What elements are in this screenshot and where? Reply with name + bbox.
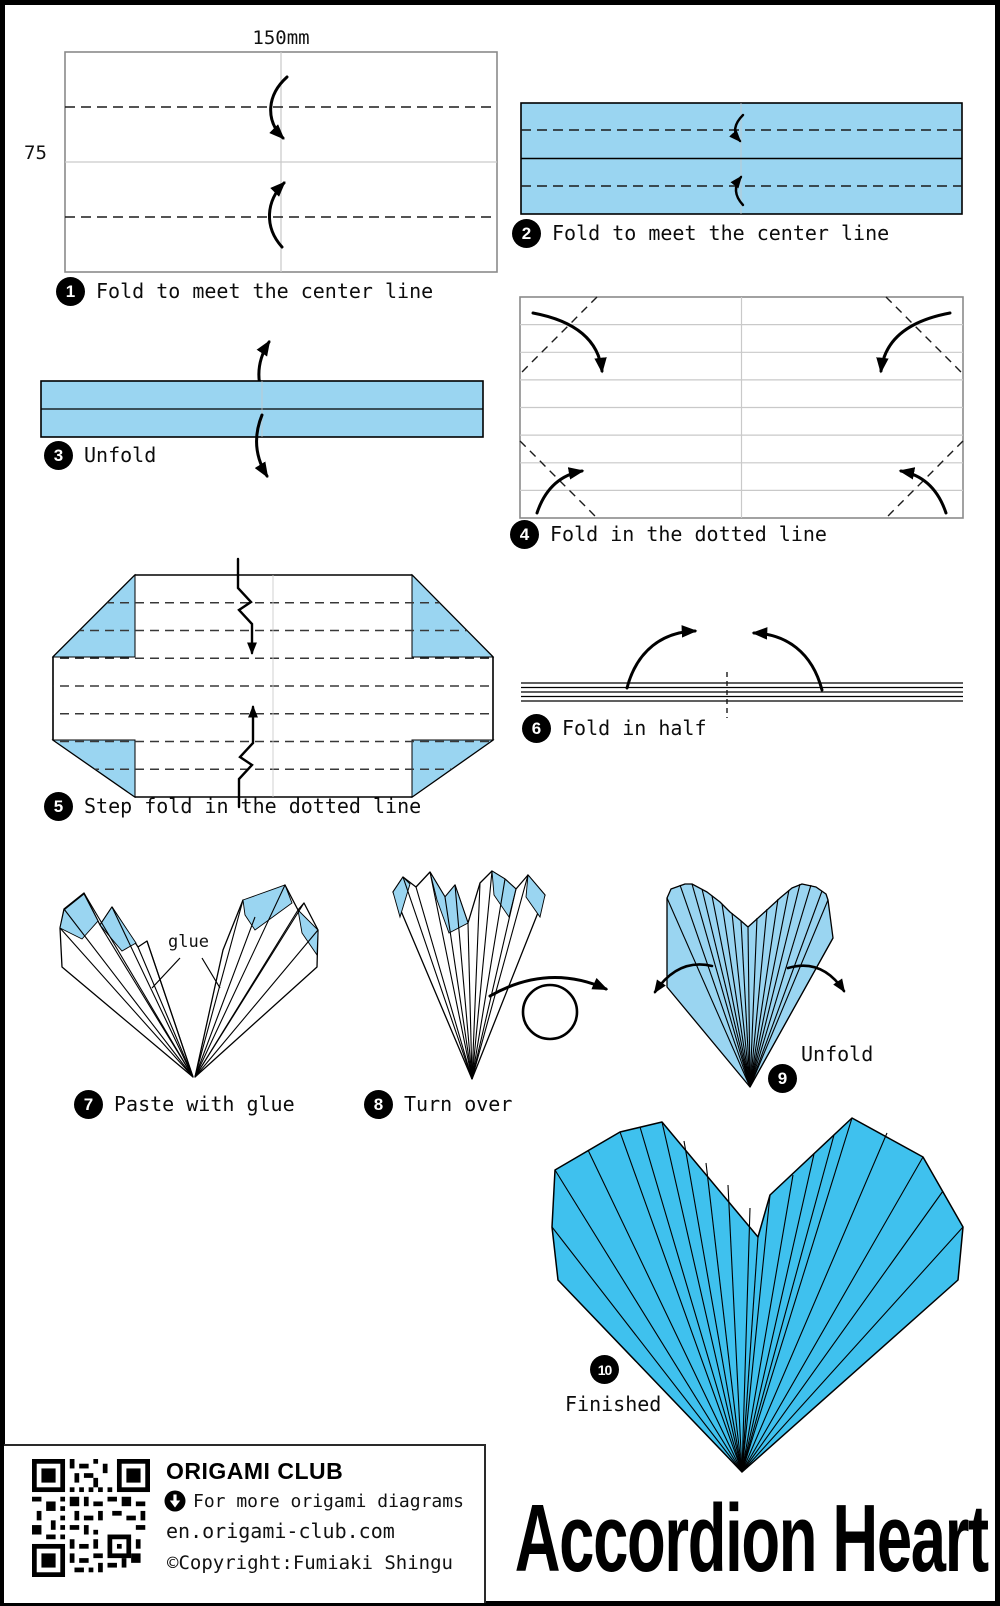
step-8-figure bbox=[350, 855, 650, 1095]
step-9-text: Unfold bbox=[801, 1042, 874, 1066]
step-4-figure bbox=[505, 285, 983, 535]
step-1-label: 1 Fold to meet the center line bbox=[56, 277, 433, 306]
step-7-figure bbox=[40, 855, 360, 1095]
step-10-badge: 10 bbox=[590, 1355, 619, 1384]
page-title: Accordion Heart bbox=[514, 1485, 988, 1592]
download-arrow-icon bbox=[164, 1490, 186, 1512]
step-10-figure bbox=[530, 1090, 975, 1480]
copyright-text: ©Copyright:Fumiaki Shingu bbox=[167, 1552, 453, 1574]
step-4-badge: 4 bbox=[510, 520, 539, 549]
fold-half-arrow-icon bbox=[754, 633, 822, 690]
step-7-label: 7 Paste with glue bbox=[74, 1090, 295, 1119]
step-3-badge: 3 bbox=[44, 441, 73, 470]
left-fan-wing bbox=[60, 893, 193, 1077]
step-8-label: 8 Turn over bbox=[364, 1090, 512, 1119]
width-dimension-label: 150mm bbox=[252, 27, 310, 49]
step-1-badge: 1 bbox=[56, 277, 85, 306]
footer-credit-box bbox=[4, 1444, 486, 1603]
footer-tagline-row: For more origami diagrams bbox=[164, 1490, 464, 1512]
right-fan-wing bbox=[195, 885, 318, 1077]
glue-pointer-lines bbox=[152, 958, 220, 988]
step-5-badge: 5 bbox=[44, 792, 73, 821]
step-2-badge: 2 bbox=[512, 219, 541, 248]
qr-code bbox=[32, 1459, 150, 1577]
step-4-label: 4 Fold in the dotted line bbox=[510, 520, 827, 549]
fan-heart-back bbox=[393, 871, 545, 1079]
step-7-badge: 7 bbox=[74, 1090, 103, 1119]
fold-half-arrow-icon bbox=[627, 631, 695, 688]
height-dimension-label: 75 bbox=[24, 142, 47, 164]
step-2-figure bbox=[510, 95, 980, 225]
step-8-badge: 8 bbox=[364, 1090, 393, 1119]
step-9-badge: 9 bbox=[768, 1064, 797, 1093]
step-5-figure bbox=[35, 555, 505, 817]
step-6-figure bbox=[505, 608, 983, 730]
step-1-figure bbox=[20, 25, 510, 285]
step-3-label: 3 Unfold bbox=[44, 441, 156, 470]
origami-club-brand: ORIGAMI CLUB bbox=[166, 1458, 344, 1484]
step-6-badge: 6 bbox=[522, 714, 551, 743]
glue-annotation: glue bbox=[168, 932, 209, 952]
step-6-label: 6 Fold in half bbox=[522, 714, 707, 743]
turn-over-icon bbox=[490, 978, 606, 1039]
origami-club-url: en.origami-club.com bbox=[166, 1519, 395, 1543]
step-2-label: 2 Fold to meet the center line bbox=[512, 219, 889, 248]
pleated-strip bbox=[521, 683, 963, 701]
step-5-label: 5 Step fold in the dotted line bbox=[44, 792, 421, 821]
step-10-text: Finished bbox=[565, 1392, 662, 1416]
